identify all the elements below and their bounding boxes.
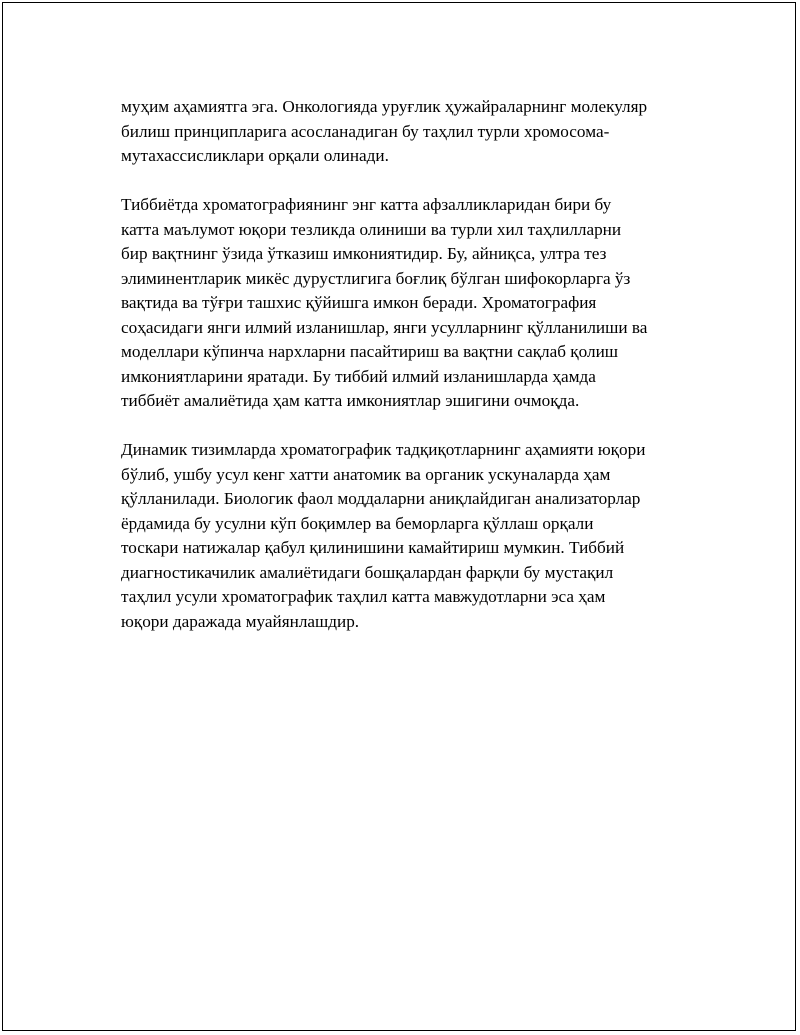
text-line: элиминентларик микёс дурустлигига боғлиқ бўлган шифокорларга ўз [121,268,631,288]
paragraph-3 [121,438,711,634]
text-line: бўлиб, ушбу усул кенг хатти анатомик ва органик ускуналарда ҳам [121,464,611,484]
text-line: Динамик тизимларда хроматографик тадқиқотларнинг аҳамияти юқори [121,440,646,459]
text-line: диагностикачилик амалиётидаги бошқалардан фарқли бу мустақил [121,562,614,582]
text-line: тиббиёт амалиётида ҳам катта имкониятлар эшигини очмоқда. [121,391,580,410]
document-body [121,95,711,659]
text-line: вақтида ва тўғри ташхис қўйишга имкон беради. Хроматография [121,293,597,312]
text-line: қўлланилади. Биологик фаол моддаларни аниқлайдиган анализаторлар [121,489,641,508]
paragraph-2 [121,193,711,414]
text-line: бир вақтнинг ўзида ўтказиш имкониятидир. Бу, айниқса, ултра тез [121,244,607,263]
text-line: юқори даражада муайянлашдир. [121,611,360,631]
text-line: соҳасидаги янги илмий изланишлар, янги усулларнинг қўлланилиши ва [121,317,648,337]
text-line: моделлари кўпинча нархларни пасайтириш ва вақтни сақлаб қолиш [121,342,619,361]
text-line: ёрдамида бу усулни кўп боқимлер ва беморларга қўллаш орқали [121,513,594,533]
text-line: мутахассисликлари орқали олинади. [121,146,389,165]
text-line: Тиббиётда хроматографиянинг энг катта афзалликларидан бири бу [121,195,612,214]
text-line: муҳим аҳамиятга эга. Онкологияда уруғлик ҳужайраларнинг молекуляр [121,97,648,116]
text-line: таҳлил усули хроматографик таҳлил катта мавжудотларни эса ҳам [121,587,606,606]
text-line: катта маълумот юқори тезликда олиниши ва турли хил таҳлилларни [121,219,622,239]
paragraph-1 [121,95,711,169]
text-line: билиш принципларига асосланадиган бу таҳлил турли хромосома- [121,121,610,141]
document-page [2,2,796,1031]
text-line: тоскари натижалар қабул қилинишини камайтириш мумкин. Тиббий [121,538,625,557]
text-line: имкониятларини яратади. Бу тиббий илмий изланишларда ҳамда [121,366,596,386]
